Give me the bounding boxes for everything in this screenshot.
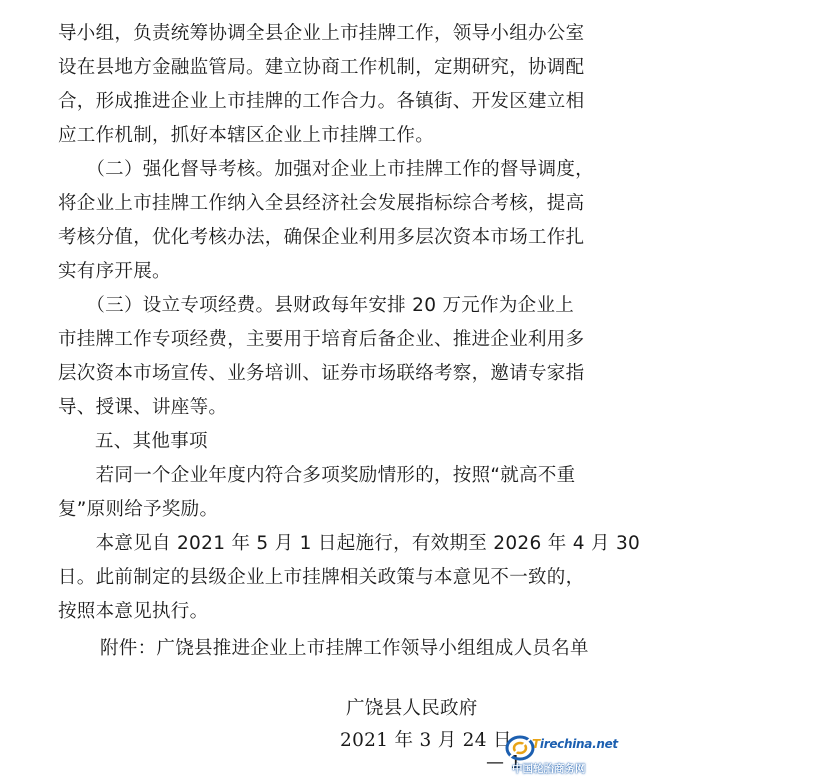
- body-line: 设在县地方金融监管局。建立协商工作机制，定期研究，协调配: [58, 57, 585, 78]
- section-2-first-line: [58, 158, 594, 182]
- body-line: 导小组，负责统筹协调全县企业上市挂牌工作，领导小组办公室: [58, 23, 585, 44]
- body-line: 合，形成推进企业上市挂牌的工作合力。各镇街、开发区建立相: [58, 91, 585, 112]
- body-line: 日。此前制定的县级企业上市挂牌相关政策与本意见不一致的，: [58, 567, 585, 588]
- watermark: [504, 733, 618, 777]
- body-line: 实有序开展。: [58, 261, 171, 282]
- attachment-line: 附件：广饶县推进企业上市挂牌工作领导小组组成人员名单: [100, 638, 589, 659]
- page-number: — 1: [486, 752, 522, 773]
- watermark-url: Tirechina.net: [532, 737, 618, 751]
- section-3-first-line: [58, 294, 575, 318]
- section-2-text: 加强对企业上市挂牌工作的督导调度，: [274, 159, 594, 180]
- body-line: 应工作机制，抓好本辖区企业上市挂牌工作。: [58, 125, 435, 146]
- signature-date: 2021 年 3 月 24 日: [340, 730, 512, 751]
- body-line: 本意见自 2021 年 5 月 1 日起施行，有效期至 2026 年 4 月 30: [58, 533, 641, 554]
- body-line: 市挂牌工作专项经费，主要用于培育后备企业、推进企业利用多: [58, 329, 585, 350]
- body-line: 若同一个企业年度内符合多项奖励情形的，按照“就高不重: [58, 465, 576, 486]
- section-5-heading: 五、其他事项: [95, 431, 208, 452]
- signature-org: 广饶县人民政府: [346, 698, 478, 719]
- watermark-site-name: 中国轮胎商务网: [512, 763, 586, 775]
- body-line: 导、授课、讲座等。: [58, 397, 228, 418]
- body-line: 复”原则给予奖励。: [58, 499, 219, 520]
- section-3-heading: （三）设立专项经费。: [95, 295, 275, 316]
- body-line: 按照本意见执行。: [58, 601, 209, 622]
- section-3-text: 县财政每年安排 20 万元作为企业上: [274, 295, 575, 316]
- section-2-heading: （二）强化督导考核。: [95, 159, 275, 180]
- body-line: 层次资本市场宣传、业务培训、证券市场联络考察，邀请专家指: [58, 363, 585, 384]
- body-line: 将企业上市挂牌工作纳入全县经济社会发展指标综合考核，提高: [58, 193, 585, 214]
- body-line: 考核分值，优化考核办法，确保企业利用多层次资本市场工作扎: [58, 227, 585, 248]
